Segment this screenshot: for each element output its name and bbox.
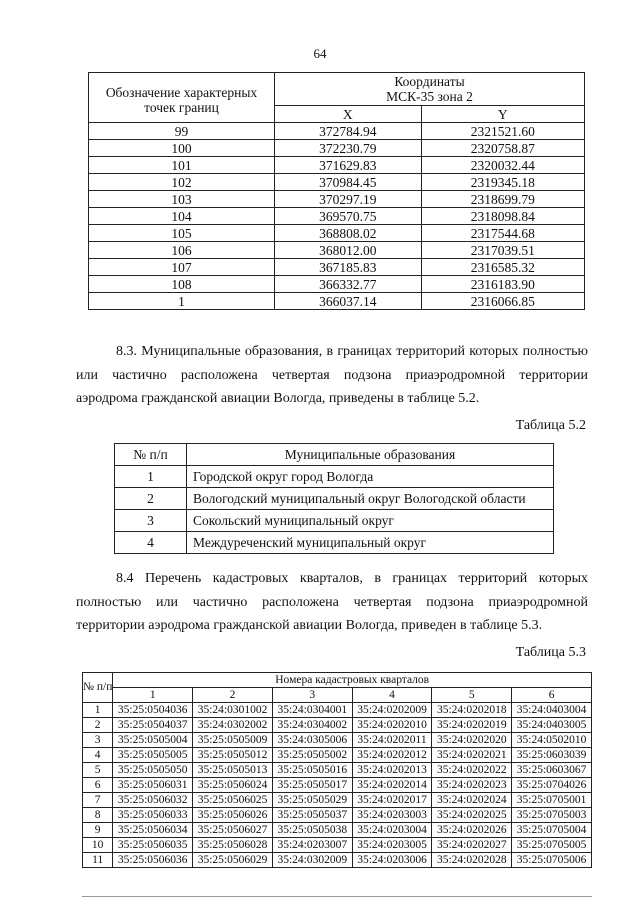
table-row	[89, 123, 585, 140]
cadastral-number: 35:24:0202027	[432, 838, 512, 853]
row-number: 2	[83, 718, 113, 733]
cadastral-number: 35:25:0505013	[193, 763, 273, 778]
table-row	[83, 748, 592, 763]
y-value: 2319345.18	[421, 174, 584, 191]
municipality-name: Сокольский муниципальный округ	[187, 510, 554, 532]
table-row	[83, 703, 592, 718]
cadastral-number: 35:24:0202026	[432, 823, 512, 838]
cadastral-number: 35:25:0603039	[512, 748, 592, 763]
row-number: 7	[83, 793, 113, 808]
row-number: 11	[83, 853, 113, 868]
table-5-3-caption: Таблица 5.3	[515, 645, 586, 660]
table-row	[115, 532, 554, 554]
cadastral-number: 35:24:0203007	[272, 838, 352, 853]
x-header: X	[275, 106, 422, 123]
cadastral-number: 35:25:0505016	[272, 763, 352, 778]
cadastral-number: 35:25:0505012	[193, 748, 273, 763]
table-row	[83, 823, 592, 838]
cadastral-number: 35:25:0506034	[113, 823, 193, 838]
cadastral-number: 35:24:0302009	[272, 853, 352, 868]
cadastral-number: 35:24:0302002	[193, 718, 273, 733]
cadastral-table	[82, 672, 592, 868]
cadastral-number: 35:25:0705006	[512, 853, 592, 868]
row-number: 8	[83, 808, 113, 823]
cadastral-number: 35:25:0704026	[512, 778, 592, 793]
coordinates-system: МСК-35 зона 2	[386, 89, 473, 104]
point-id: 103	[89, 191, 275, 208]
table-row	[83, 838, 592, 853]
row-number: 10	[83, 838, 113, 853]
x-value: 370297.19	[275, 191, 422, 208]
x-value: 370984.45	[275, 174, 422, 191]
number-header: № п/п	[115, 444, 187, 466]
y-value: 2320032.44	[421, 157, 584, 174]
cadastral-number: 35:24:0202028	[432, 853, 512, 868]
cadastral-number: 35:24:0304002	[272, 718, 352, 733]
y-value: 2318098.84	[421, 208, 584, 225]
points-header: Обозначение характерных точек границ	[89, 73, 275, 123]
cadastral-number: 35:25:0705003	[512, 808, 592, 823]
cadastral-number: 35:25:0506026	[193, 808, 273, 823]
cadastral-number: 35:24:0202009	[352, 703, 432, 718]
row-number: 3	[83, 733, 113, 748]
table-row	[89, 157, 585, 174]
cadastral-number: 35:24:0202011	[352, 733, 432, 748]
point-id: 101	[89, 157, 275, 174]
table-row	[115, 466, 554, 488]
row-number: 9	[83, 823, 113, 838]
cadastral-number: 35:24:0301002	[193, 703, 273, 718]
table-row	[83, 808, 592, 823]
table-row	[89, 259, 585, 276]
x-value: 367185.83	[275, 259, 422, 276]
x-value: 372230.79	[275, 140, 422, 157]
table-row	[89, 293, 585, 310]
municipalities-table	[114, 443, 554, 554]
point-id: 105	[89, 225, 275, 242]
cadastral-number: 35:25:0603067	[512, 763, 592, 778]
cadastral-number: 35:25:0505038	[272, 823, 352, 838]
cadastral-number: 35:25:0504037	[113, 718, 193, 733]
y-value: 2320758.87	[421, 140, 584, 157]
cadastral-number: 35:25:0505002	[272, 748, 352, 763]
table-row	[83, 718, 592, 733]
cadastral-number: 35:25:0506025	[193, 793, 273, 808]
y-value: 2318699.79	[421, 191, 584, 208]
cadastral-number: 35:24:0304001	[272, 703, 352, 718]
row-number-header: № п/п	[83, 673, 113, 703]
y-value: 2317544.68	[421, 225, 584, 242]
x-value: 366037.14	[275, 293, 422, 310]
table-row	[83, 778, 592, 793]
row-number: 6	[83, 778, 113, 793]
column-number: 6	[512, 688, 592, 703]
bottom-rule	[82, 896, 592, 897]
cadastral-number: 35:24:0202012	[352, 748, 432, 763]
point-id: 104	[89, 208, 275, 225]
x-value: 372784.94	[275, 123, 422, 140]
cadastral-number: 35:24:0202014	[352, 778, 432, 793]
cadastral-number: 35:25:0705001	[512, 793, 592, 808]
row-number: 3	[115, 510, 187, 532]
point-id: 1	[89, 293, 275, 310]
cadastral-number: 35:25:0506033	[113, 808, 193, 823]
municipality-name: Вологодский муниципальный округ Вологодской области	[187, 488, 554, 510]
table-row	[89, 242, 585, 259]
y-header: Y	[421, 106, 584, 123]
cadastral-number: 35:24:0202024	[432, 793, 512, 808]
y-value: 2321521.60	[421, 123, 584, 140]
row-number: 1	[115, 466, 187, 488]
cadastral-number: 35:24:0203005	[352, 838, 432, 853]
x-value: 368808.02	[275, 225, 422, 242]
cadastral-number: 35:24:0202022	[432, 763, 512, 778]
table-row	[89, 140, 585, 157]
row-number: 1	[83, 703, 113, 718]
y-value: 2316585.32	[421, 259, 584, 276]
cadastral-number: 35:24:0305006	[272, 733, 352, 748]
cadastral-number: 35:25:0506028	[193, 838, 273, 853]
point-id: 106	[89, 242, 275, 259]
cadastral-number: 35:24:0203003	[352, 808, 432, 823]
cadastral-number: 35:24:0202018	[432, 703, 512, 718]
table-row	[83, 793, 592, 808]
coordinates-header	[275, 73, 585, 106]
page-number: 64	[313, 46, 327, 61]
cadastral-number: 35:25:0506024	[193, 778, 273, 793]
column-number: 4	[352, 688, 432, 703]
cadastral-number: 35:25:0505004	[113, 733, 193, 748]
cadastral-number: 35:25:0505029	[272, 793, 352, 808]
cadastral-number: 35:24:0203004	[352, 823, 432, 838]
table-row	[89, 276, 585, 293]
table-row	[83, 853, 592, 868]
table-row	[89, 174, 585, 191]
coordinates-title: Координаты	[394, 74, 465, 89]
table-row	[83, 763, 592, 778]
cadastral-number: 35:25:0505005	[113, 748, 193, 763]
cadastral-number: 35:24:0202013	[352, 763, 432, 778]
cadastral-number: 35:25:0505017	[272, 778, 352, 793]
point-id: 107	[89, 259, 275, 276]
row-number: 2	[115, 488, 187, 510]
table-row	[89, 225, 585, 242]
column-number: 5	[432, 688, 512, 703]
table-row	[89, 208, 585, 225]
x-value: 369570.75	[275, 208, 422, 225]
paragraph-8-3: 8.3. Муниципальные образования, в границах территорий которых полностью или частично расположена четвертая подзона приаэродромной территории аэродрома гражданской авиации Вологда, приведены в таблице 5.2.	[76, 344, 588, 406]
table-row	[83, 733, 592, 748]
cadastral-number: 35:24:0202025	[432, 808, 512, 823]
x-value: 371629.83	[275, 157, 422, 174]
cadastral-number: 35:25:0506036	[113, 853, 193, 868]
municipality-name: Междуреченский муниципальный округ	[187, 532, 554, 554]
table-5-2-caption: Таблица 5.2	[515, 418, 586, 433]
cadastral-number: 35:24:0403005	[512, 718, 592, 733]
cadastral-number: 35:25:0705004	[512, 823, 592, 838]
cadastral-number: 35:24:0502010	[512, 733, 592, 748]
point-id: 99	[89, 123, 275, 140]
cadastral-number: 35:25:0505009	[193, 733, 273, 748]
point-id: 108	[89, 276, 275, 293]
cadastral-number: 35:25:0505037	[272, 808, 352, 823]
municipalities-header: Муниципальные образования	[187, 444, 554, 466]
cadastral-number: 35:24:0202020	[432, 733, 512, 748]
coordinates-table	[88, 72, 585, 310]
paragraph-8-4: 8.4 Перечень кадастровых кварталов, в границах территорий которых полностью или частично расположена четвертая подзона приаэродромной территории аэродрома гражданской авиации Вологда, приведен в таблице 5.3.	[76, 571, 588, 633]
cadastral-number: 35:25:0506027	[193, 823, 273, 838]
x-value: 366332.77	[275, 276, 422, 293]
y-value: 2316066.85	[421, 293, 584, 310]
cadastral-number: 35:24:0202023	[432, 778, 512, 793]
cadastral-number: 35:25:0504036	[113, 703, 193, 718]
cadastral-number: 35:24:0403004	[512, 703, 592, 718]
row-number: 5	[83, 763, 113, 778]
point-id: 102	[89, 174, 275, 191]
table-row	[115, 510, 554, 532]
column-number: 3	[272, 688, 352, 703]
municipality-name: Городской округ город Вологда	[187, 466, 554, 488]
column-number: 2	[193, 688, 273, 703]
cadastral-number: 35:25:0506035	[113, 838, 193, 853]
cadastral-number: 35:24:0202010	[352, 718, 432, 733]
cadastral-number: 35:25:0506029	[193, 853, 273, 868]
x-value: 368012.00	[275, 242, 422, 259]
cadastral-number: 35:24:0203006	[352, 853, 432, 868]
cadastral-number: 35:25:0506031	[113, 778, 193, 793]
cadastral-number: 35:25:0705005	[512, 838, 592, 853]
column-number: 1	[113, 688, 193, 703]
row-number: 4	[83, 748, 113, 763]
cadastral-number: 35:25:0505050	[113, 763, 193, 778]
cadastral-number: 35:24:0202017	[352, 793, 432, 808]
y-value: 2317039.51	[421, 242, 584, 259]
cadastral-number: 35:24:0202021	[432, 748, 512, 763]
y-value: 2316183.90	[421, 276, 584, 293]
table-row	[115, 488, 554, 510]
cadastral-number: 35:25:0506032	[113, 793, 193, 808]
cadastral-header: Номера кадастровых кварталов	[113, 673, 592, 688]
point-id: 100	[89, 140, 275, 157]
table-row	[89, 191, 585, 208]
row-number: 4	[115, 532, 187, 554]
cadastral-number: 35:24:0202019	[432, 718, 512, 733]
